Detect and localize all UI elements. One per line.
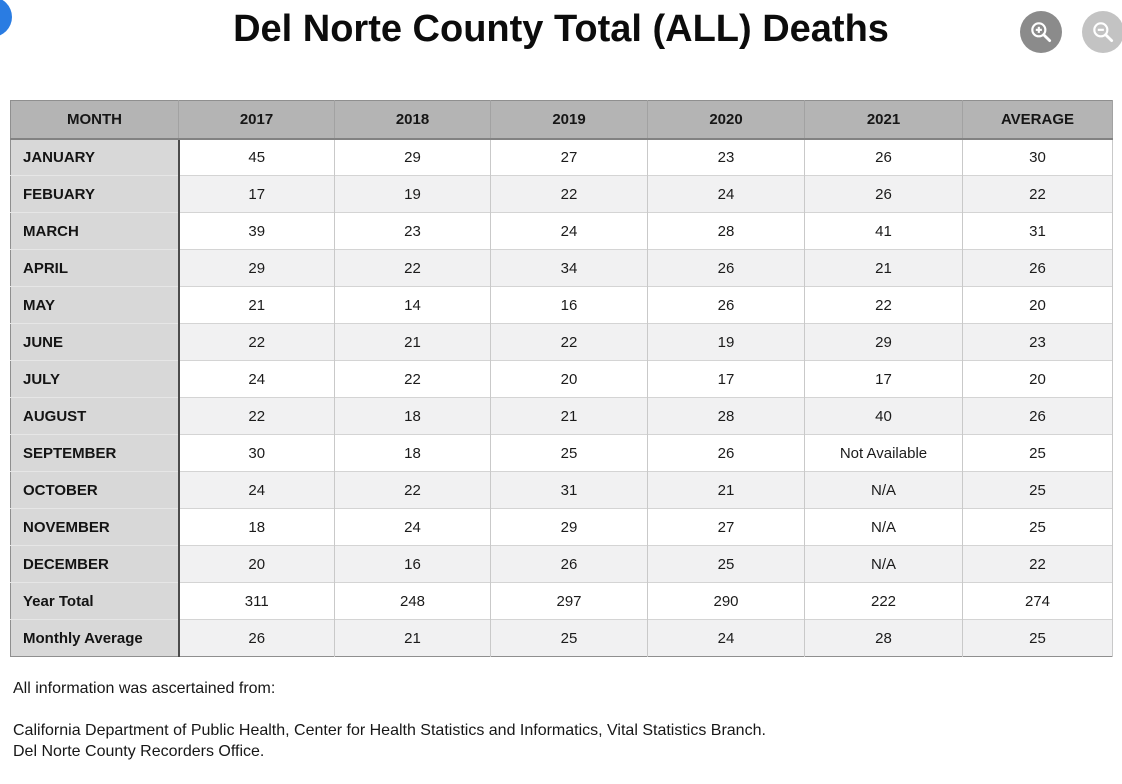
row-label: APRIL	[11, 250, 179, 287]
row-label: Monthly Average	[11, 620, 179, 657]
value-cell: 26	[963, 250, 1113, 287]
value-cell: 16	[491, 287, 648, 324]
table-row	[11, 213, 1113, 250]
value-cell: 18	[335, 435, 491, 472]
value-cell: 17	[179, 176, 335, 213]
value-cell: 31	[963, 213, 1113, 250]
value-cell: 26	[805, 139, 963, 176]
value-cell: 22	[179, 398, 335, 435]
table-row	[11, 620, 1113, 657]
magnifier-plus-icon	[1028, 19, 1054, 45]
column-header-2020: 2020	[648, 101, 805, 139]
value-cell: 24	[179, 472, 335, 509]
value-cell: 22	[805, 287, 963, 324]
table-row	[11, 398, 1113, 435]
value-cell: 30	[179, 435, 335, 472]
value-cell: 19	[648, 324, 805, 361]
footer-intro: All information was ascertained from:	[13, 680, 276, 697]
table-row	[11, 435, 1113, 472]
value-cell: 24	[179, 361, 335, 398]
value-cell: 25	[963, 509, 1113, 546]
footer-source-line: California Department of Public Health, Center for Health Statistics and Informatics, Vital Statistics Branch.	[13, 722, 766, 739]
value-cell: 29	[335, 139, 491, 176]
value-cell: 30	[963, 139, 1113, 176]
value-cell: 21	[648, 472, 805, 509]
value-cell: 28	[648, 398, 805, 435]
value-cell: 25	[491, 435, 648, 472]
value-cell: 25	[491, 620, 648, 657]
deaths-table	[10, 100, 1113, 657]
value-cell: 26	[179, 620, 335, 657]
table-row	[11, 583, 1113, 620]
header-row	[11, 101, 1113, 139]
value-cell: 22	[179, 324, 335, 361]
value-cell: 17	[648, 361, 805, 398]
row-label: AUGUST	[11, 398, 179, 435]
row-label: JUNE	[11, 324, 179, 361]
table-row	[11, 176, 1113, 213]
value-cell: 27	[491, 139, 648, 176]
value-cell: 25	[963, 472, 1113, 509]
value-cell: 21	[491, 398, 648, 435]
value-cell: 40	[805, 398, 963, 435]
value-cell: 26	[491, 546, 648, 583]
value-cell: 21	[805, 250, 963, 287]
value-cell: 18	[335, 398, 491, 435]
row-label: NOVEMBER	[11, 509, 179, 546]
value-cell: 29	[805, 324, 963, 361]
value-cell: 29	[491, 509, 648, 546]
zoom-in-button[interactable]	[1020, 11, 1062, 53]
value-cell: 45	[179, 139, 335, 176]
value-cell: 22	[491, 324, 648, 361]
value-cell: 21	[335, 324, 491, 361]
row-label: MARCH	[11, 213, 179, 250]
value-cell: 20	[179, 546, 335, 583]
value-cell: 22	[335, 250, 491, 287]
value-cell: 14	[335, 287, 491, 324]
row-label: Year Total	[11, 583, 179, 620]
column-header-2017: 2017	[179, 101, 335, 139]
column-header-2021: 2021	[805, 101, 963, 139]
magnifier-minus-icon	[1090, 19, 1116, 45]
column-header-month: MONTH	[11, 101, 179, 139]
row-label: OCTOBER	[11, 472, 179, 509]
value-cell: 31	[491, 472, 648, 509]
zoom-out-button[interactable]	[1082, 11, 1122, 53]
value-cell: 34	[491, 250, 648, 287]
row-label: JANUARY	[11, 139, 179, 176]
value-cell: 23	[648, 139, 805, 176]
row-label: DECEMBER	[11, 546, 179, 583]
table-row	[11, 250, 1113, 287]
value-cell: 23	[963, 324, 1113, 361]
value-cell: 297	[491, 583, 648, 620]
value-cell: 25	[963, 435, 1113, 472]
value-cell: 22	[335, 472, 491, 509]
value-cell: 22	[491, 176, 648, 213]
row-label: MAY	[11, 287, 179, 324]
value-cell: 24	[491, 213, 648, 250]
value-cell: 16	[335, 546, 491, 583]
value-cell: 19	[335, 176, 491, 213]
value-cell: 41	[805, 213, 963, 250]
column-header-2019: 2019	[491, 101, 648, 139]
value-cell: 248	[335, 583, 491, 620]
value-cell: 26	[648, 435, 805, 472]
value-cell: 24	[648, 620, 805, 657]
value-cell: 26	[648, 287, 805, 324]
column-header-average: AVERAGE	[963, 101, 1113, 139]
value-cell: 28	[805, 620, 963, 657]
value-cell: Not Available	[805, 435, 963, 472]
page-title: Del Norte County Total (ALL) Deaths	[233, 8, 889, 50]
row-label: FEBUARY	[11, 176, 179, 213]
value-cell: 22	[963, 546, 1113, 583]
value-cell: 26	[963, 398, 1113, 435]
value-cell: 26	[648, 250, 805, 287]
value-cell: N/A	[805, 472, 963, 509]
value-cell: 20	[963, 287, 1113, 324]
value-cell: 22	[335, 361, 491, 398]
table-row	[11, 509, 1113, 546]
value-cell: 290	[648, 583, 805, 620]
value-cell: N/A	[805, 509, 963, 546]
value-cell: 222	[805, 583, 963, 620]
value-cell: 21	[335, 620, 491, 657]
value-cell: 25	[648, 546, 805, 583]
row-label: SEPTEMBER	[11, 435, 179, 472]
value-cell: 22	[963, 176, 1113, 213]
value-cell: 274	[963, 583, 1113, 620]
value-cell: 28	[648, 213, 805, 250]
value-cell: 24	[335, 509, 491, 546]
value-cell: 20	[963, 361, 1113, 398]
table-row	[11, 546, 1113, 583]
value-cell: 24	[648, 176, 805, 213]
table-row	[11, 324, 1113, 361]
footer-source-line: Del Norte County Recorders Office.	[13, 743, 265, 760]
table-row	[11, 287, 1113, 324]
value-cell: 17	[805, 361, 963, 398]
footer-sources	[13, 720, 766, 762]
table-row	[11, 361, 1113, 398]
value-cell: 311	[179, 583, 335, 620]
value-cell: 25	[963, 620, 1113, 657]
table-row	[11, 139, 1113, 176]
value-cell: 39	[179, 213, 335, 250]
column-header-2018: 2018	[335, 101, 491, 139]
value-cell: N/A	[805, 546, 963, 583]
value-cell: 29	[179, 250, 335, 287]
table-row	[11, 472, 1113, 509]
value-cell: 21	[179, 287, 335, 324]
value-cell: 26	[805, 176, 963, 213]
value-cell: 18	[179, 509, 335, 546]
row-label: JULY	[11, 361, 179, 398]
value-cell: 27	[648, 509, 805, 546]
value-cell: 20	[491, 361, 648, 398]
value-cell: 23	[335, 213, 491, 250]
